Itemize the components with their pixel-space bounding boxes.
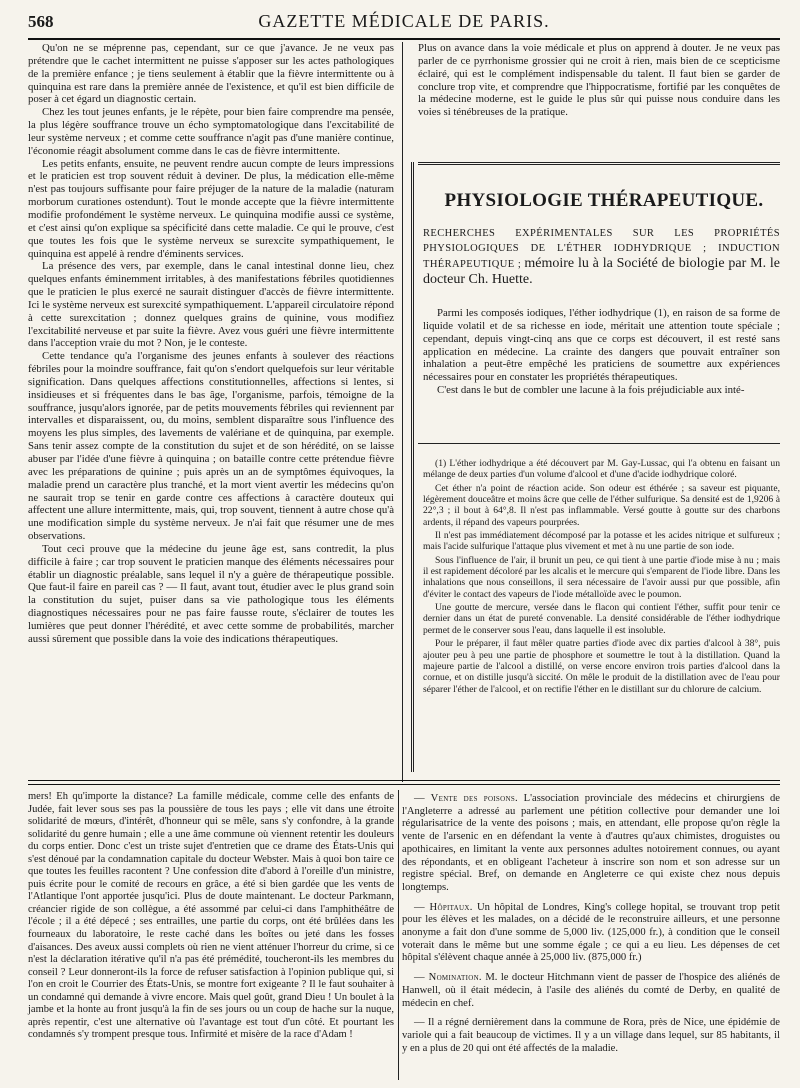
bottom-left-column: [28, 791, 394, 1042]
footnote: Sous l'influence de l'air, il brunit un peu, ce qui tient à une partie d'iode mise à nu ; mais il est rapidement décoloré par les alcalis et le mercure qui s'emparent de l'iode libre. Dans les inhalations que nous conseillons, il sera nécessaire de l'avoir aussi pur que possible, afin d'éviter le contact des vapeurs de l'iode métalloïde avec le poumon.: [423, 554, 780, 600]
article-title-caps: RECHERCHES EXPÉRIMENTALES SUR LES PROPRIÉTÉS PHYSIOLOGIQUES DE L'ÉTHER IODHYDRIQUE ; INDUCTION THÉRAPEUTIQUE ;: [423, 228, 780, 270]
header-rule: [28, 38, 780, 40]
section-title: PHYSIOLOGIE THÉRAPEUTIQUE.: [444, 190, 764, 211]
footnote: Cet éther n'a point de réaction acide. Son odeur est éthérée ; sa saveur est piquante, légèrement douceâtre et moins âcre que celle de l'éther sulfurique. Sa densité est de 1,9206 à 22°,3 ; il bout à 64°,8. Il n'est pas inflammable. Versé goutte à goutte sur des charbons ardents, il répand des vapeurs pourprées.: [423, 482, 780, 528]
left-paragraph: La présence des vers, par exemple, dans le canal intestinal donne lieu, chez quelques enfants éminemment irritables, à des manifestations fébriles quotidiennes que le praticien le plus exercé ne saurait distinguer d'accès de fièvre intermittente. Ici le système nerveux est surexcité sympathiquement. L'appareil circulatoire répond à cette surexcitation ; donnez quelques grains de quinine, vous modifiez l'excitabilité nerveuse et par suite la fièvre. Avez vous guéri une fièvre intermittente dans l'acception vraie du mot ? Non, je le conteste.: [28, 260, 394, 350]
feuilleton-paragraph: mers! Eh qu'importe la distance? La famille médicale, comme celle des enfants de Judée, fait lever sous ses pas la poussière de tous les pays ; elle vit dans une étroite solidarité de mœurs, d'intérêt, d'honneur qui se mêle, sans s'y confondre, à la grande solidarité du genre humain ; elle a une âme commune où viennent retentir les douleurs du corps entier. Donc c'est un triste sujet d'entretien que ce drame des États-Unis qui s'est dénoué par la condamnation capitale du docteur Webster. Mais à quoi bon taire ce que toutes les feuilles racontent ? Une confession dite d'abord à l'oreille d'un ministre, puis écrite pour le comité de recours en grâce, a été si bien gardée que les vents de l'Atlantique l'ont apportée jusqu'ici. Plus de doute maintenant. Le docteur Parkmann, créancier rigide de son collègue, a été assommé par celui-ci dans l'amphithéâtre de l'école ; il a été dépecé ; ses entrailles, une partie du corps, ont été brûlées dans les fourneaux du laboratoire, le reste caché dans les boîtes ou jeté dans les fosses d'aisances. Des aveux aussi complets où rien ne vient atténuer l'horreur du crime, si ce n'est la déclaration itérative qu'il n'a pas été prémédité, toucheront-ils les membres du conseil ? Leur donneront-ils la force de refuser satisfaction à l'opinion publique qui, si l'on en croit le Courrier des États-Unis, se montre fort exigeante ? Il le faut souhaiter à un condamné qui demande à vivre encore. Mais quel goût, grand Dieu ! Un boulet à la jambe et la honte au front jusqu'à la fin de ses jours ou un coup de hache sur la nuque, après repentir, c'est une alternative où l'avantage est tout d'un côté. Et pourtant les condamnés s'y trompent presque tous. Infirmité et misère de la race d'Adam !: [28, 791, 394, 1041]
article-body: [423, 307, 780, 397]
left-column: [28, 42, 394, 646]
column-divider: [402, 42, 403, 782]
news-item: [402, 1017, 780, 1055]
news-item: [402, 972, 780, 1010]
bottom-column-divider: [398, 790, 399, 1080]
left-paragraph: Cette tendance qu'a l'organisme des jeunes enfants à soulever des réactions fébriles pour la moindre souffrance, fait qu'on s'endort quelquefois sur leur véritable signification. Dans quelques affections constitutionnelles, affections si lentes, si insidieuses et si fréquentes dans le bas âge, l'organisme, parfois, témoigne de la souffrance, jusqu'alors ignorée, par de petits mouvements fébriles qui reviennent par intervalles et disparaissent, ou, du moins, semblent disparaître sous l'influence des moyens les plus simples, des lavements de valériane et de quinquina, par exemple. Sans tenir assez compte de la constitution du sujet et de son hérédité, on se laisse abuser par l'idée d'une fièvre à quinquina ; on bataille contre cette prétendue fièvre avec les préparations de quinine ; puis après un an de symptômes équivoques, la maladie prend un caractère plus tranché, et la mort vient avertir les médecins qu'on ne saurait trop se tenir en garde contre ces affections à caractère douteux qui affectent une allure intermittente, mais, qui, trop souvent, tiennent à autre chose qu'à une modification simple du système nerveux. Je n'ai fait que résumer une de mes observations.: [28, 350, 394, 543]
news-text: Un hôpital de Londres, King's college hopital, se trouvant trop petit pour les élèves et les malades, on a décidé de le reconstruire ailleurs, et une personne anonyme a fait don d'une somme de 5,000 liv. (125,000 fr.), à condition que le conseil voterait dans le même but une somme égale ; ce qui a eu lieu. Les dépenses de cet hôpital s'élèvent chaque année à 25,000 liv. (875,000 fr.): [402, 901, 780, 964]
journal-title: GAZETTE MÉDICALE DE PARIS.: [258, 11, 550, 31]
feuilleton-rule: [28, 784, 780, 785]
footnote-rule: [418, 443, 780, 444]
article-paragraph: C'est dans le but de combler une lacune à la fois préjudiciable aux inté-: [437, 384, 745, 397]
right-column-continuation: [418, 42, 780, 119]
news-items: [402, 793, 780, 1062]
left-paragraph: Les petits enfants, ensuite, ne peuvent rendre aucun compte de leurs impressions et le praticien est trop souvent réduit à deviner. De plus, la médication elle-même n'est pas toujours suffisante pour faire préjuger de la nature de la maladie (naturam morborum curationes ostendunt). Tout le monde accepte que la fièvre intermittente modifie profondément le système nerveux. Le quinquina modifie aussi ce système, et c'est ainsi qu'on explique sa spécificité dans cette maladie. Ce qui le prouve, c'est que toutes les fois que le système nerveux se surexcite sympathiquement, le quinquina est appelé à rendre d'éminents services.: [28, 157, 394, 260]
article-paragraph: Parmi les composés iodiques, l'éther iodhydrique (1), en raison de sa forme de liquide volatil et de sa richesse en iode, méritait une attention toute spéciale ; cependant, depuis vingt-cinq ans que ce corps est découvert, il est resté sans application en médecine. La crainte des dangers que pouvait entraîner son inhalation a peut-être empêché les praticiens de soumettre aux expériences nécessaires pour en constater les propriétés thérapeutiques.: [423, 307, 780, 384]
feuilleton-rule: [28, 780, 780, 781]
news-item: [402, 793, 780, 895]
left-paragraph: Qu'on ne se méprenne pas, cependant, sur ce que j'avance. Je ne veux pas prétendre que le cachet intermittent ne puisse s'apposer sur les actes pathologiques de la première enfance ; je tiens seulement à établir que la fièvre intermittente ou à quinquina est rare dans la première année de l'existence, et qu'il est bien difficile de poser à cet égard un diagnostic certain.: [28, 42, 394, 106]
double-column-divider: [411, 162, 414, 772]
continuation-paragraph: Plus on avance dans la voie médicale et plus on apprend à douter. Je ne veux pas parler de ce pyrrhonisme grossier qui ne croit à rien, mais bien de ce scepticisme éclairé, qui est le complément indispensable du talent. Il faut bien se garder de conclure trop vite, et comprendre que l'hippocratisme, fortifié par les conquêtes de la médecine moderne, est le guide le plus sûr qui puisse nous conduire dans les voies si ténébreuses de la pratique.: [418, 42, 780, 119]
section-rule: [418, 162, 780, 165]
page-header: [28, 8, 780, 36]
footnote: (1) L'éther iodhydrique a été découvert par M. Gay-Lussac, qui l'a obtenu en faisant un mélange de deux parties d'un volume d'alcool et d'une d'acide iodhydrique coloré.: [423, 458, 780, 481]
footnote: Pour le préparer, il faut mêler quatre parties d'iode avec dix parties d'alcool à 38°, puis ajouter peu à peu une partie de phosphore et soumettre le tout à la distillation. Quand la majeure partie de l'alcool a distillé, on verse encore environ trois parties d'alcool dans la cornue, et on distille jusqu'à siccité. On mêle le produit de la distillation avec de l'eau pour séparer l'éther de l'alcool, et on rectifie l'éther en le distillant sur du chlorure de calcium.: [423, 638, 780, 695]
news-text: M. le docteur Hitchmann vient de passer de l'hospice des aliénés de Hanwell, où il était médecin, à l'asile des aliénés du comté de Derby, en qualité de médecin en chef.: [402, 972, 780, 1009]
page-number: 568: [28, 12, 54, 31]
news-text: L'association provinciale des médecins et chirurgiens de l'Angleterre a adressé au parlement une pétition collective pour demander une loi régularisatrice de la vente des poisons ; mais, en attendant, elle propose qu'on règle la vente de l'arsenic en en défendant la vente à d'autres qu'aux chimistes, droguistes ou apothicaires, en limitant la vente aux personnes adultes notoirement connues, ou ayant des répondants, et en obligeant l'acheteur à inscrire son nom et son adresse sur un registre spécial. Bref, on demande en Angleterre ce qui existe chez nous depuis longtemps.: [402, 793, 780, 893]
left-paragraph: Tout ceci prouve que la médecine du jeune âge est, sans contredit, la plus difficile à faire ; car trop souvent le praticien manque des éléments nécessaires pour établir un diagnostic préalable, sans lequel il n'y a guère de thérapeutique possible. Que faut-il faire en pareil cas ? — Il faut, avant tout, étudier avec le plus grand soin la constitution du sujet, puiser dans sa vie pathologique tous les éléments diagnostiques nécessaires pour ne pas faire fausse route, s'éclairer de toutes les lumières que peut donner l'hérédité, et avec cette somme de probabilités, marcher aussi sûrement que possible dans la voie des indications thérapeutiques.: [28, 542, 394, 645]
article-title-rest: mémoire lu à la Société de biologie par M. le docteur Ch. Huette.: [423, 256, 780, 287]
news-item: [402, 902, 780, 966]
news-text: — Il a régné dernièrement dans la commune de Rora, près de Nice, une épidémie de variole qui a fait beaucoup de victimes. Il y a un village dans lequel, sur 85 habitants, il y en a plus de 20 qui ont été affectés de la maladie.: [402, 1017, 780, 1054]
footnotes: [423, 458, 780, 697]
footnote: Il n'est pas immédiatement décomposé par la potasse et les acides nitrique et sulfureux ; mais l'acide sulfurique l'attaque plus vivement et met à nu une partie de son iode.: [423, 530, 780, 553]
article-heading: [423, 226, 780, 288]
news-lead: — Hôpitaux.: [414, 901, 473, 913]
footnote: Une goutte de mercure, versée dans le flacon qui contient l'éther, suffit pour tenir ce dernier dans un état de pureté convenable. La densité considérable de l'éther iodhydrique permet de le conserver sous l'eau, dans laquelle il est insoluble.: [423, 602, 780, 636]
left-paragraph: Chez les tout jeunes enfants, je le répète, pour bien faire comprendre ma pensée, la plus légère souffrance trouve un écho symptomatologique dans l'excitabilité de leur système nerveux ; et comme cette souffrance n'agit pas d'une manière continue, l'économie réagit absolument comme dans le cas de fièvre intermittente.: [28, 106, 394, 157]
news-lead: — Nomination.: [414, 972, 482, 984]
news-lead: — Vente des poisons.: [414, 793, 518, 804]
